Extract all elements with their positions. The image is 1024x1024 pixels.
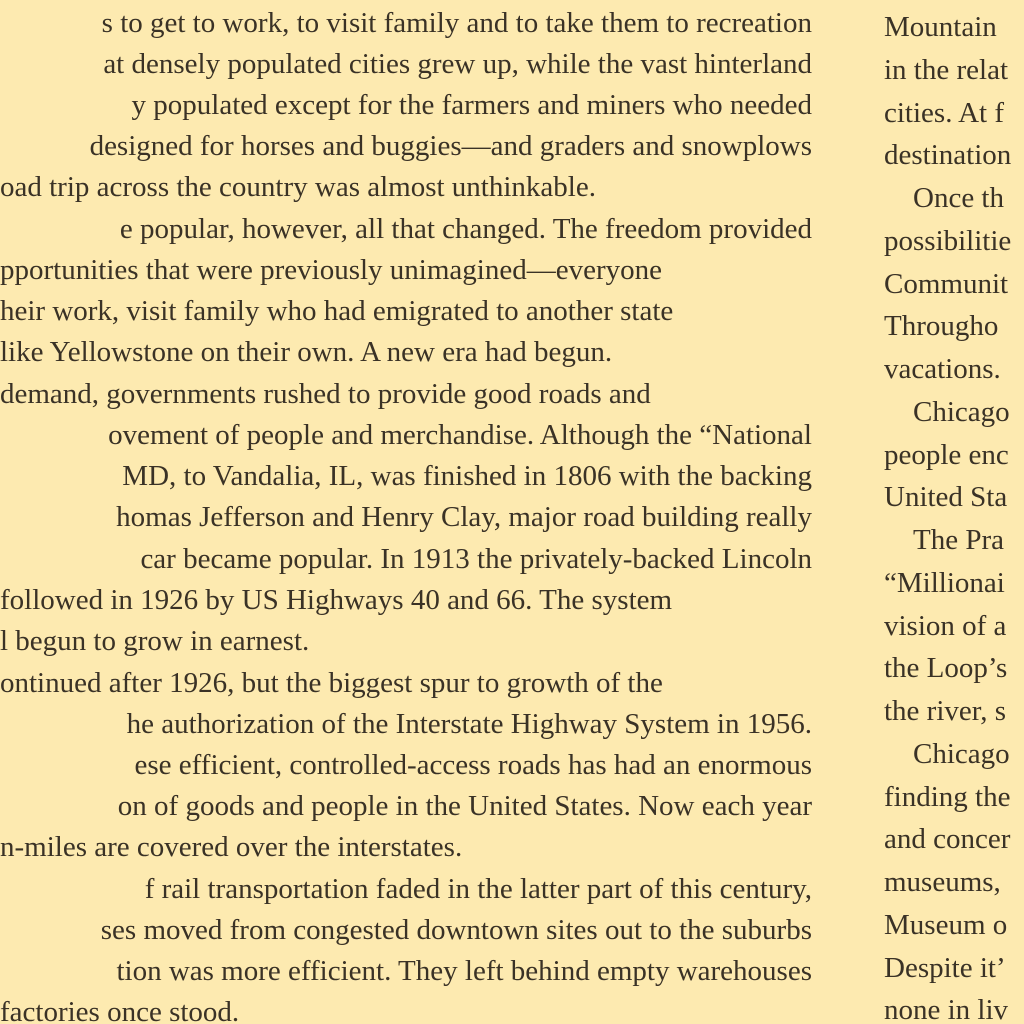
right-line-14: “Millionai [884,567,1005,599]
right-text-column [884,0,1024,1024]
left-line-18: he authorization of the Interstate Highway System in 1956. [126,708,812,740]
right-line-8: Througho [884,310,999,342]
left-line-4: designed for horses and buggies—and graders and snowplows [89,130,812,162]
left-line-7: pportunities that were previously unimagined—everyone [0,254,662,286]
right-line-13: The Pra [913,524,1004,556]
left-line-15: followed in 1926 by US Highways 40 and 66. The system [0,584,673,616]
left-line-2: at densely populated cities grew up, while the vast hinterland [103,48,812,80]
left-line-13: homas Jefferson and Henry Clay, major road building really [116,501,812,533]
right-line-24: none in liv [884,994,1009,1024]
right-line-4: destination [884,139,1012,171]
right-line-23: Despite it’ [884,952,1006,984]
left-line-8: heir work, visit family who had emigrated to another state [0,295,674,327]
left-line-5: oad trip across the country was almost unthinkable. [0,171,596,203]
right-line-18: Chicago [913,738,1010,770]
left-line-21: n-miles are covered over the interstates. [0,831,463,863]
right-line-22: Museum o [884,909,1008,941]
left-line-19: ese efficient, controlled-access roads has had an enormous [134,749,812,781]
right-line-1: Mountain [884,11,997,43]
right-line-2: in the relat [884,54,1009,86]
left-line-20: on of goods and people in the United States. Now each year [117,790,812,822]
left-line-25: factories once stood. [0,996,240,1024]
left-line-11: ovement of people and merchandise. Although the “National [108,419,812,451]
left-line-6: e popular, however, all that changed. The freedom provided [119,213,812,245]
right-line-15: vision of a [884,610,1007,642]
left-line-14: car became popular. In 1913 the privately-backed Lincoln [140,543,812,575]
left-line-10: demand, governments rushed to provide good roads and [0,378,651,410]
right-line-10: Chicago [913,396,1010,428]
right-line-5: Once th [913,182,1004,214]
left-line-12: MD, to Vandalia, IL, was finished in 1806 with the backing [122,460,812,492]
right-line-16: the Loop’s [884,652,1008,684]
right-line-21: museums, [884,866,1001,898]
left-line-1: s to get to work, to visit family and to take them to recreation [101,7,812,39]
left-line-9: like Yellowstone on their own. A new era had begun. [0,336,613,368]
right-line-12: United Sta [884,481,1008,513]
right-line-11: people enc [884,439,1009,471]
left-line-16: l begun to grow in earnest. [0,625,310,657]
right-line-20: and concer [884,823,1011,855]
right-line-9: vacations. [884,353,1001,385]
right-line-7: Communit [884,268,1009,300]
right-line-17: the river, s [884,695,1007,727]
right-line-6: possibilitie [884,225,1012,257]
left-line-24: tion was more efficient. They left behind empty warehouses [116,955,812,987]
left-line-23: ses moved from congested downtown sites out to the suburbs [100,914,812,946]
right-line-3: cities. At f [884,97,1005,129]
left-line-3: y populated except for the farmers and miners who needed [131,89,812,121]
left-line-17: ontinued after 1926, but the biggest spur to growth of the [0,667,663,699]
left-line-22: f rail transportation faded in the latter part of this century, [144,873,812,905]
right-line-19: finding the [884,781,1011,813]
